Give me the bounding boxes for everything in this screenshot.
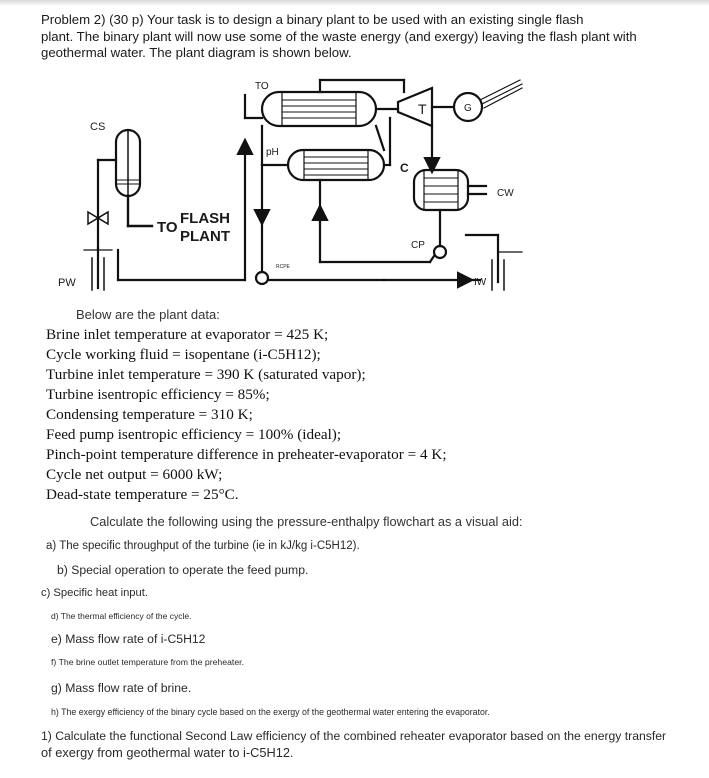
label-ph: pH (266, 147, 279, 158)
label-to-top: TO (255, 81, 269, 92)
data-line: Dead-state temperature = 25°C. (46, 486, 239, 503)
plant-data-list (46, 325, 447, 505)
data-line: Brine inlet temperature at evaporator = 425 K; (46, 326, 329, 343)
label-cs: CS (90, 121, 106, 133)
data-line: Cycle net output = 6000 kW; (46, 466, 223, 483)
intro-line-3: geothermal water. The plant diagram is shown below. (41, 45, 352, 60)
label-iw: IW (474, 277, 487, 288)
problem-statement (41, 12, 671, 62)
question-1-line-1: 1) Calculate the functional Second Law efficiency of the combined reheater evaporator based on the energy transfer (41, 729, 667, 743)
plant-diagram (0, 70, 709, 305)
label-plant: PLANT (180, 228, 230, 245)
production-well-pipe (84, 160, 112, 290)
intro-line-1: Problem 2) (30 p) Your task is to design a binary plant to be used with an existing single flash (41, 12, 584, 27)
label-cw: CW (497, 188, 514, 199)
label-flash: FLASH (180, 210, 230, 227)
label-c: C (400, 161, 409, 175)
question-b: b) Special operation to operate the feed pump. (57, 563, 309, 577)
question-a: a) The specific throughput of the turbine (ie in kJ/kg i-C5H12). (46, 540, 360, 552)
intro-line-2: plant. The binary plant will now use some of the waste energy (and exergy) leaving the flash plant with (41, 28, 637, 44)
top-divider (0, 0, 709, 6)
data-line: Turbine inlet temperature = 390 K (saturated vapor); (46, 366, 366, 383)
evaporator (262, 92, 376, 126)
preheater (288, 150, 384, 180)
data-line: Pinch-point temperature difference in preheater-evaporator = 4 K; (46, 446, 447, 463)
data-line: Feed pump isentropic efficiency = 100% (ideal); (46, 426, 342, 443)
condensate-pump (434, 246, 446, 258)
plant-data-title: Below are the plant data: (76, 307, 220, 322)
brine-pump (256, 272, 268, 284)
label-turbine: T (418, 101, 427, 117)
question-c: c) Specific heat input. (41, 587, 148, 599)
data-line: Condensing temperature = 310 K; (46, 406, 253, 423)
label-to-flash: TO (157, 219, 178, 236)
questions-intro: Calculate the following using the pressure-enthalpy flowchart as a visual aid: (90, 514, 523, 529)
label-rcpe: RCPE (276, 264, 290, 270)
turbine (398, 88, 432, 126)
question-1-line-2: of exergy from geothermal water to i-C5H12. (41, 745, 294, 760)
cyclone-separator (98, 130, 152, 226)
data-line: Turbine isentropic efficiency = 85%; (46, 386, 270, 403)
data-line: Cycle working fluid = isopentane (i-C5H12); (46, 346, 321, 363)
label-cp: CP (411, 240, 425, 251)
condenser (414, 170, 468, 210)
question-g: g) Mass flow rate of brine. (51, 681, 192, 695)
question-e: e) Mass flow rate of i-C5H12 (51, 632, 206, 646)
label-pw: PW (58, 277, 76, 289)
question-d: d) The thermal efficiency of the cycle. (51, 611, 192, 621)
question-h: h) The exergy efficiency of the binary cycle based on the exergy of the geothermal water entering the evaporator. (51, 707, 490, 717)
question-f: f) The brine outlet temperature from the preheater. (51, 657, 244, 667)
label-generator: G (464, 103, 472, 114)
